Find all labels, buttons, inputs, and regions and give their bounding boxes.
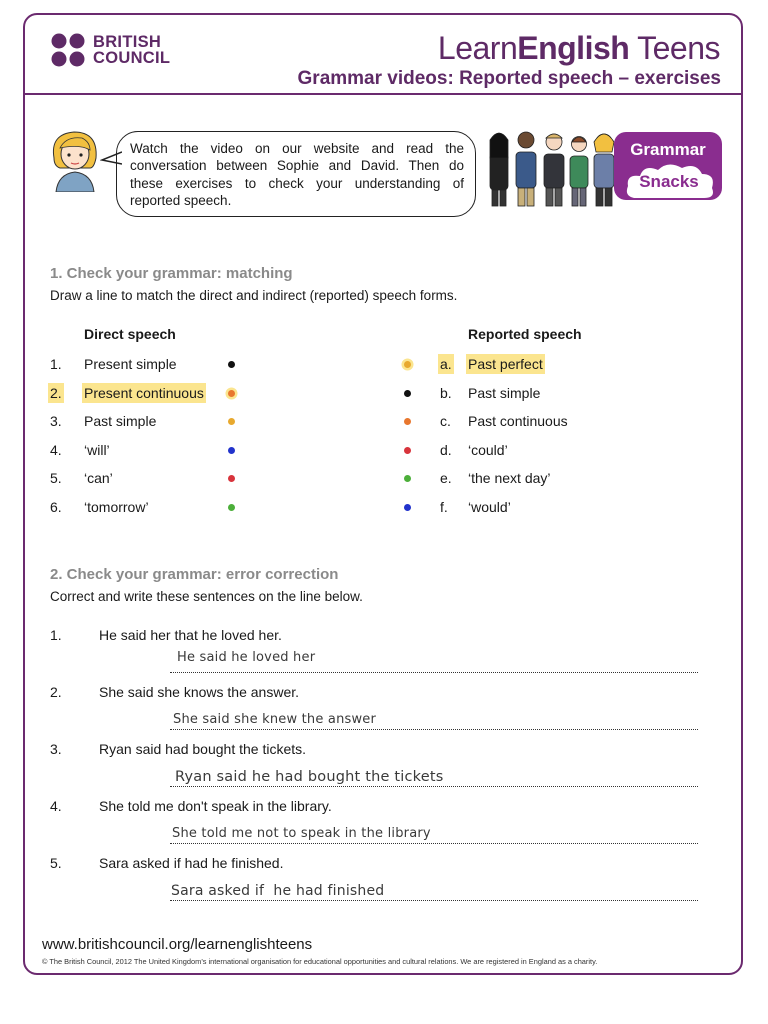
reported-match-dot[interactable] [404, 390, 411, 397]
item-number: 3. [50, 741, 62, 757]
direct-number: 5. [50, 470, 62, 486]
teens-characters-icon [484, 124, 624, 210]
reported-form-label: Past continuous [468, 413, 568, 429]
reported-form-label: Past perfect [468, 356, 543, 372]
direct-match-dot[interactable] [228, 475, 235, 482]
direct-form-label: Present simple [84, 356, 177, 372]
header-divider [24, 93, 743, 95]
direct-match-dot[interactable] [228, 418, 235, 425]
direct-number: 2. [50, 384, 62, 401]
matching-row [0, 497, 768, 517]
reported-letter: d. [440, 441, 452, 458]
brand-teens: Teens [629, 30, 720, 66]
badge-grammar-label: Grammar [630, 140, 706, 159]
direct-number: 6. [50, 498, 62, 515]
learnenglish-teens-brand [438, 30, 720, 67]
page-title: Grammar videos: Reported speech – exercises [297, 68, 721, 89]
reported-match-dot[interactable] [404, 418, 411, 425]
reported-form-label: ‘could’ [468, 441, 508, 458]
british-council-dots-icon [51, 33, 89, 71]
reported-form-label: ‘the next day’ [468, 470, 551, 486]
sophie-avatar-icon [46, 128, 104, 192]
direct-number: 4. [50, 441, 62, 458]
footer-url: www.britishcouncil.org/learnenglishteens [42, 936, 313, 953]
item-number: 1. [50, 627, 62, 643]
matching-row [0, 440, 768, 460]
reported-letter: f. [440, 498, 448, 515]
answer-text[interactable]: He said he loved her [177, 650, 316, 665]
matching-row [0, 411, 768, 431]
badge-snacks-label: Snacks [639, 172, 699, 191]
matching-row [0, 354, 768, 374]
answer-line [170, 786, 698, 787]
direct-form-label: ‘will’ [84, 441, 110, 458]
reported-form-label: ‘would’ [468, 498, 511, 515]
brand-english: English [517, 30, 630, 66]
incorrect-sentence: She said she knows the answer. [99, 684, 300, 700]
section2-instruction: Correct and write these sentences on the line below. [50, 589, 363, 604]
answer-line [170, 900, 698, 901]
incorrect-sentence: She told me don't speak in the library. [99, 798, 332, 814]
reported-letter: b. [440, 384, 452, 401]
direct-form-label: Present continuous [84, 384, 204, 401]
answer-text[interactable]: She told me not to speak in the library [172, 826, 431, 841]
reported-match-dot[interactable] [404, 504, 411, 511]
brand-learn: Learn [437, 30, 518, 66]
incorrect-sentence: Ryan said had bought the tickets. [99, 741, 307, 757]
direct-match-dot[interactable] [228, 361, 235, 368]
footer-copyright: © The British Council, 2012 The United Kingdom’s international organisation for educational opportunities and cultural relations. We are registered in England as a charity. [42, 957, 598, 966]
direct-form-label: ‘can’ [84, 470, 113, 486]
matching-row [0, 383, 768, 403]
reported-letter: a. [440, 356, 452, 372]
reported-match-dot[interactable] [404, 475, 411, 482]
reported-match-dot[interactable] [404, 361, 411, 368]
reported-speech-header: Reported speech [468, 326, 582, 342]
intro-text: Watch the video on our website and read the conversation between Sophie and David. Then do these exercises to check your understanding of reported speech. [130, 141, 464, 208]
section2-heading: 2. Check your grammar: error correction [50, 566, 339, 583]
answer-line [170, 729, 698, 730]
direct-match-dot[interactable] [228, 447, 235, 454]
reported-letter: e. [440, 470, 452, 486]
section1-heading: 1. Check your grammar: matching [50, 265, 293, 282]
reported-letter: c. [440, 413, 451, 429]
answer-text[interactable]: She said she knew the answer [173, 712, 377, 727]
logo-text: BRITISH COUNCIL [93, 33, 171, 67]
matching-row [0, 468, 768, 488]
direct-form-label: Past simple [84, 413, 157, 429]
reported-form-label: Past simple [468, 384, 541, 401]
section1-instruction: Draw a line to match the direct and indirect (reported) speech forms. [50, 288, 458, 303]
direct-number: 1. [50, 356, 62, 372]
direct-match-dot[interactable] [228, 504, 235, 511]
direct-form-label: ‘tomorrow’ [84, 498, 149, 515]
direct-speech-header: Direct speech [84, 326, 176, 342]
reported-match-dot[interactable] [404, 447, 411, 454]
answer-text[interactable]: Ryan said he had bought the tickets [175, 769, 444, 785]
answer-line [170, 843, 698, 844]
answer-text[interactable]: Sara asked if he had finished [171, 883, 385, 899]
item-number: 2. [50, 684, 62, 700]
incorrect-sentence: Sara asked if had he finished. [99, 855, 284, 871]
direct-match-dot[interactable] [228, 390, 235, 397]
item-number: 4. [50, 798, 62, 814]
direct-number: 3. [50, 413, 62, 429]
incorrect-sentence: He said her that he loved her. [99, 627, 282, 643]
answer-line [170, 672, 698, 673]
item-number: 5. [50, 855, 62, 871]
